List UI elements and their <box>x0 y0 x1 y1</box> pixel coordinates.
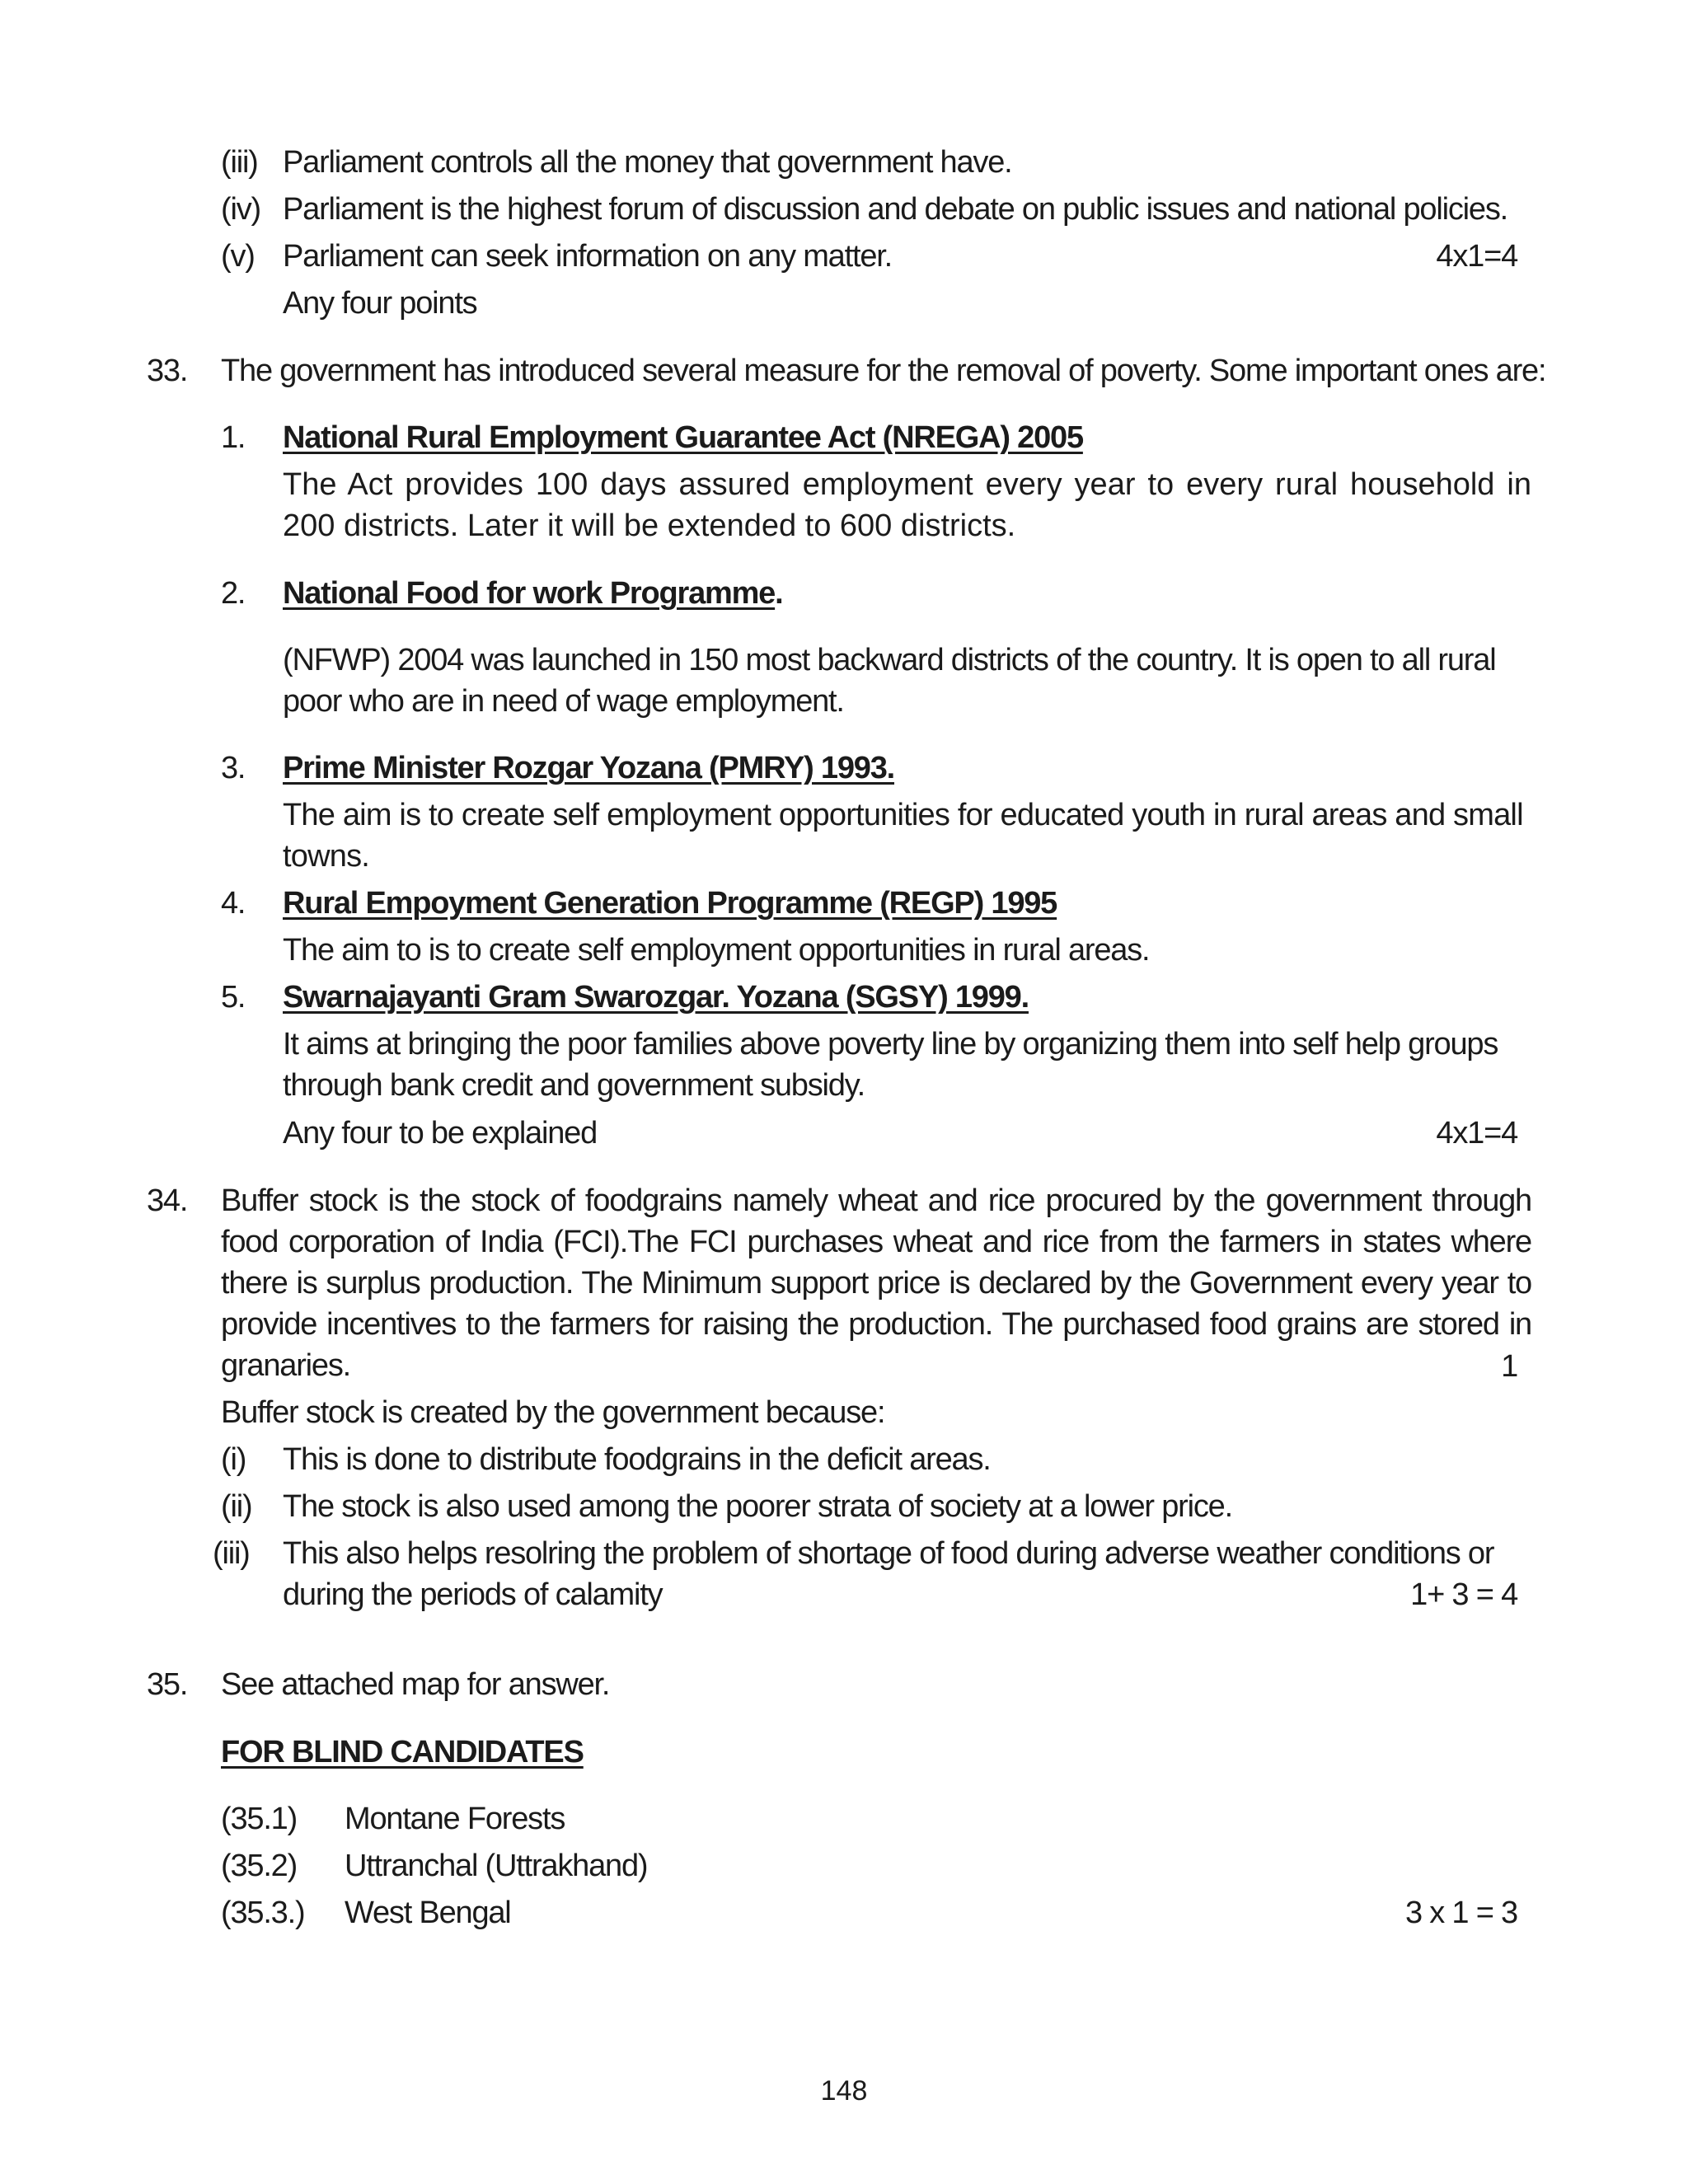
q34-item-label: (i) <box>221 1442 246 1477</box>
q35-marks: 3 x 1 = 3 <box>1404 1896 1517 1930</box>
q34-marks: 1+ 3 = 4 <box>1410 1577 1517 1612</box>
q33-item-label: 1. <box>221 420 246 455</box>
q33-item-body: The Act provides 100 days assured employment every year to every rural household in 200 districts. Later it will be extended to 600 districts. <box>283 467 1531 543</box>
q32-item-text: Parliament can seek information on any matter. <box>283 239 892 274</box>
q35-item-label: (35.3.) <box>221 1896 305 1930</box>
q32-item-label: (v) <box>221 239 255 274</box>
q35-item-text: West Bengal <box>345 1896 511 1930</box>
q33-number: 33. <box>147 354 188 388</box>
q34-item-label: (iii) <box>213 1536 250 1571</box>
q35-number: 35. <box>147 1667 188 1702</box>
q33-item-heading: Swarnajayanti Gram Swarozgar. Yozana (SGSY) 1999. <box>283 980 1029 1015</box>
q35-text: See attached map for answer. <box>221 1667 610 1702</box>
q35-item-label: (35.2) <box>221 1849 298 1883</box>
q33-item-heading: Prime Minister Rozgar Yozana (PMRY) 1993. <box>283 751 894 785</box>
q33-item-label: 3. <box>221 751 246 785</box>
q34-paragraph-marks: 1 <box>1501 1349 1517 1384</box>
q33-item-body: The aim is to create self employment opportunities for educated youth in rural areas and small towns. <box>283 798 1523 874</box>
q33-item-body: (NFWP) 2004 was launched in 150 most backward districts of the country. It is open to all rural poor who are in need of wage employment. <box>283 643 1496 719</box>
q34-item-label: (ii) <box>221 1489 252 1524</box>
q33-marks: 4x1=4 <box>1436 1116 1517 1151</box>
q34-sub-intro: Buffer stock is created by the government because: <box>221 1395 885 1430</box>
q34-item-text: The stock is also used among the poorer strata of society at a lower price. <box>283 1489 1232 1524</box>
q33-item-label: 2. <box>221 576 246 611</box>
q33-item-body: The aim to is to create self employment opportunities in rural areas. <box>283 933 1150 968</box>
q33-item-heading-wrap <box>283 573 782 614</box>
q35-heading: FOR BLIND CANDIDATES <box>221 1735 584 1769</box>
q33-item-body: It aims at bringing the poor families above poverty line by organizing them into self help groups through bank credit and government subsidy. <box>283 1027 1498 1103</box>
q33-item-heading-period: . <box>775 576 783 611</box>
q32-item-text: Parliament is the highest forum of discussion and debate on public issues and national policies. <box>283 192 1507 227</box>
q33-item-heading: National Rural Employment Guarantee Act (NREGA) 2005 <box>283 420 1083 455</box>
q34-item-text: This is done to distribute foodgrains in the deficit areas. <box>283 1442 991 1477</box>
q35-item-label: (35.1) <box>221 1802 298 1836</box>
page-number: 148 <box>820 2075 868 2107</box>
q33-item-heading: National Food for work Programme <box>283 576 776 611</box>
q35-item-text: Montane Forests <box>345 1802 565 1836</box>
q33-intro: The government has introduced several measure for the removal of poverty. Some important ones are: <box>221 354 1546 388</box>
q35-item-text: Uttranchal (Uttrakhand) <box>345 1849 648 1883</box>
q33-item-heading: Rural Empoyment Generation Programme (REGP) 1995 <box>283 886 1057 921</box>
q32-item-text: Parliament controls all the money that government have. <box>283 145 1012 180</box>
q32-item-label: (iii) <box>221 145 258 180</box>
q32-marks: 4x1=4 <box>1436 239 1517 274</box>
q33-item-label: 4. <box>221 886 246 921</box>
q34-number: 34. <box>147 1183 188 1218</box>
q34-item-text: This also helps resolring the problem of shortage of food during adverse weather conditions or during the periods of calamity <box>283 1536 1494 1612</box>
q33-note: Any four to be explained <box>283 1116 598 1151</box>
q34-paragraph: Buffer stock is the stock of foodgrains namely wheat and rice procured by the government through food corporation of India (FCI).The FCI purchases wheat and rice from the farmers in states where there is surplus production. The Minimum support price is declared by the Government every year to provide incentives to the farmers for raising the production. The purchased food grains are stored in granaries. <box>221 1183 1531 1383</box>
q32-item-label: (iv) <box>221 192 260 227</box>
q32-note: Any four points <box>283 286 477 321</box>
q33-item-label: 5. <box>221 980 246 1015</box>
